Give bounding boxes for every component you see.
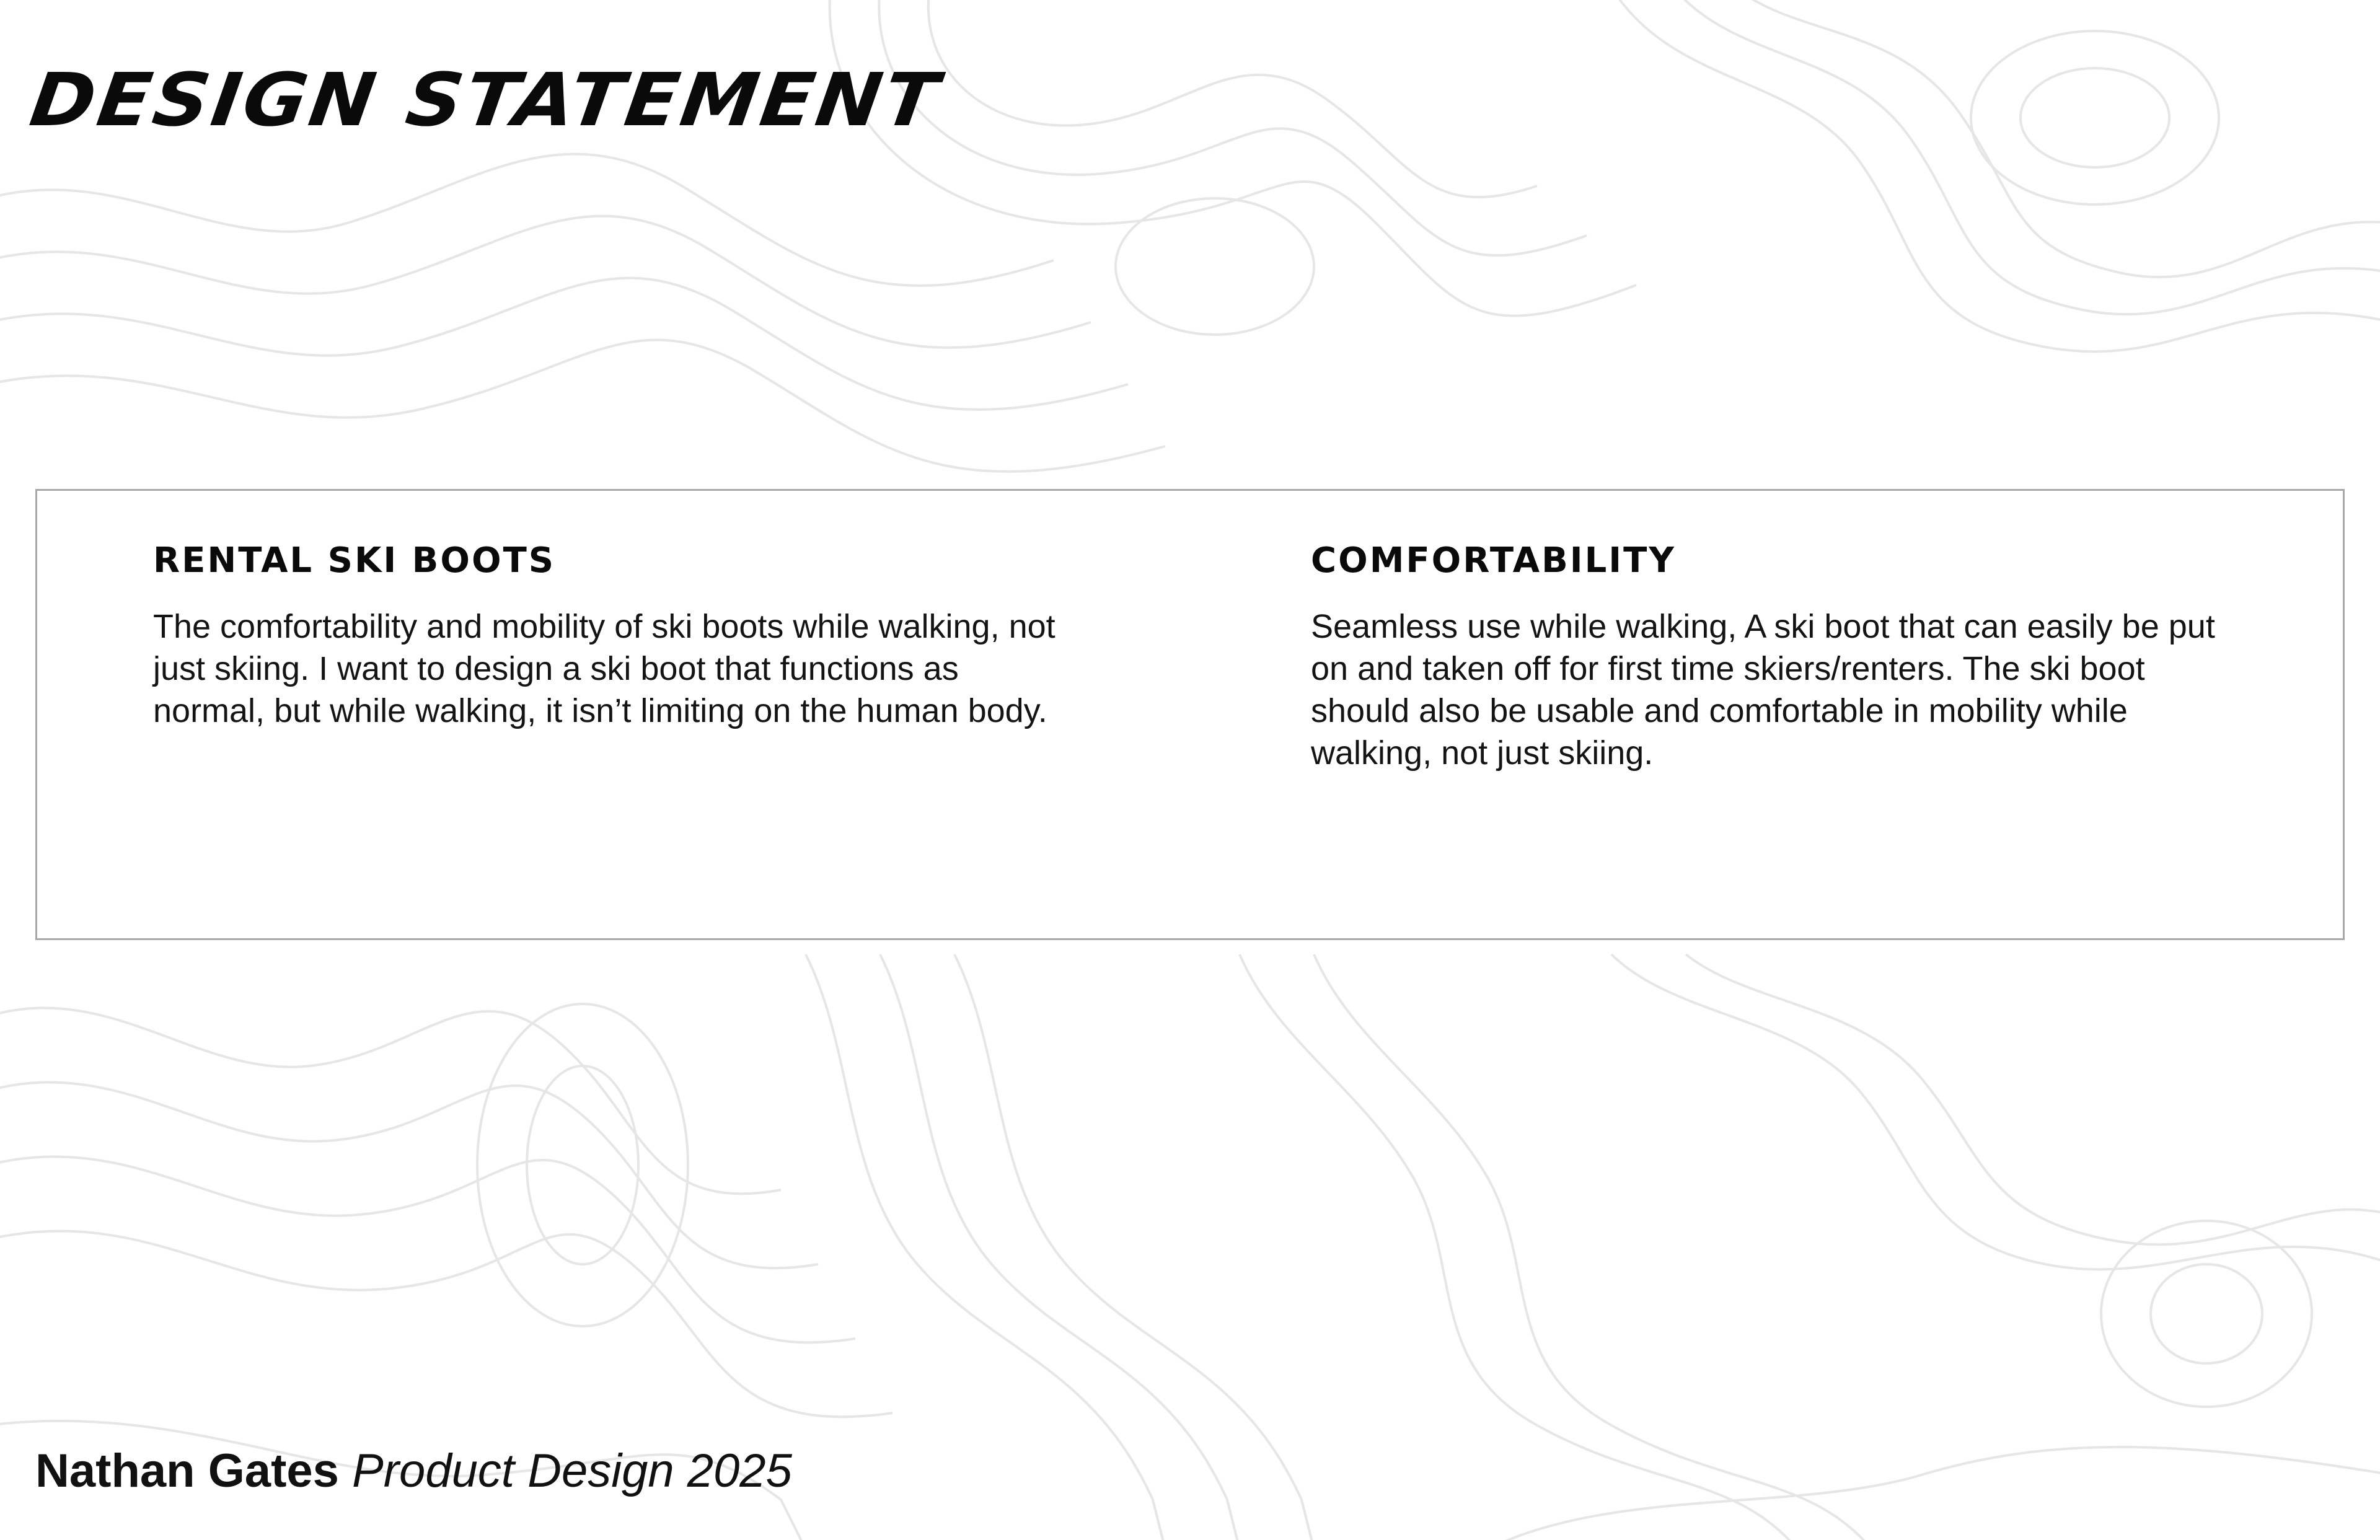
statement-column-comfortability: [1311, 540, 2241, 774]
section-body-rental-ski-boots: The comfortability and mobility of ski boots while walking, not just skiing. I want to design a ski boot that functions as normal, but while walking, it isn’t limiting on the human body.: [153, 608, 1056, 729]
page-title: DESIGN STATEMENT: [25, 57, 946, 143]
section-heading-rental-ski-boots: RENTAL SKI BOOTS: [153, 540, 556, 581]
statement-column-rental-ski-boots: [153, 540, 1070, 732]
section-heading-comfortability: COMFORTABILITY: [1311, 540, 1676, 581]
footer-author: Nathan Gates: [35, 1445, 339, 1497]
footer: [35, 1444, 792, 1498]
section-body-comfortability: Seamless use while walking, A ski boot that can easily be put on and taken off for first time skiers/renters. The ski boot should also be usable and comfortable in mobility while walking, not just skiing.: [1311, 608, 2215, 772]
statement-box: [35, 489, 2345, 940]
footer-subtitle: Product Design 2025: [352, 1445, 792, 1497]
